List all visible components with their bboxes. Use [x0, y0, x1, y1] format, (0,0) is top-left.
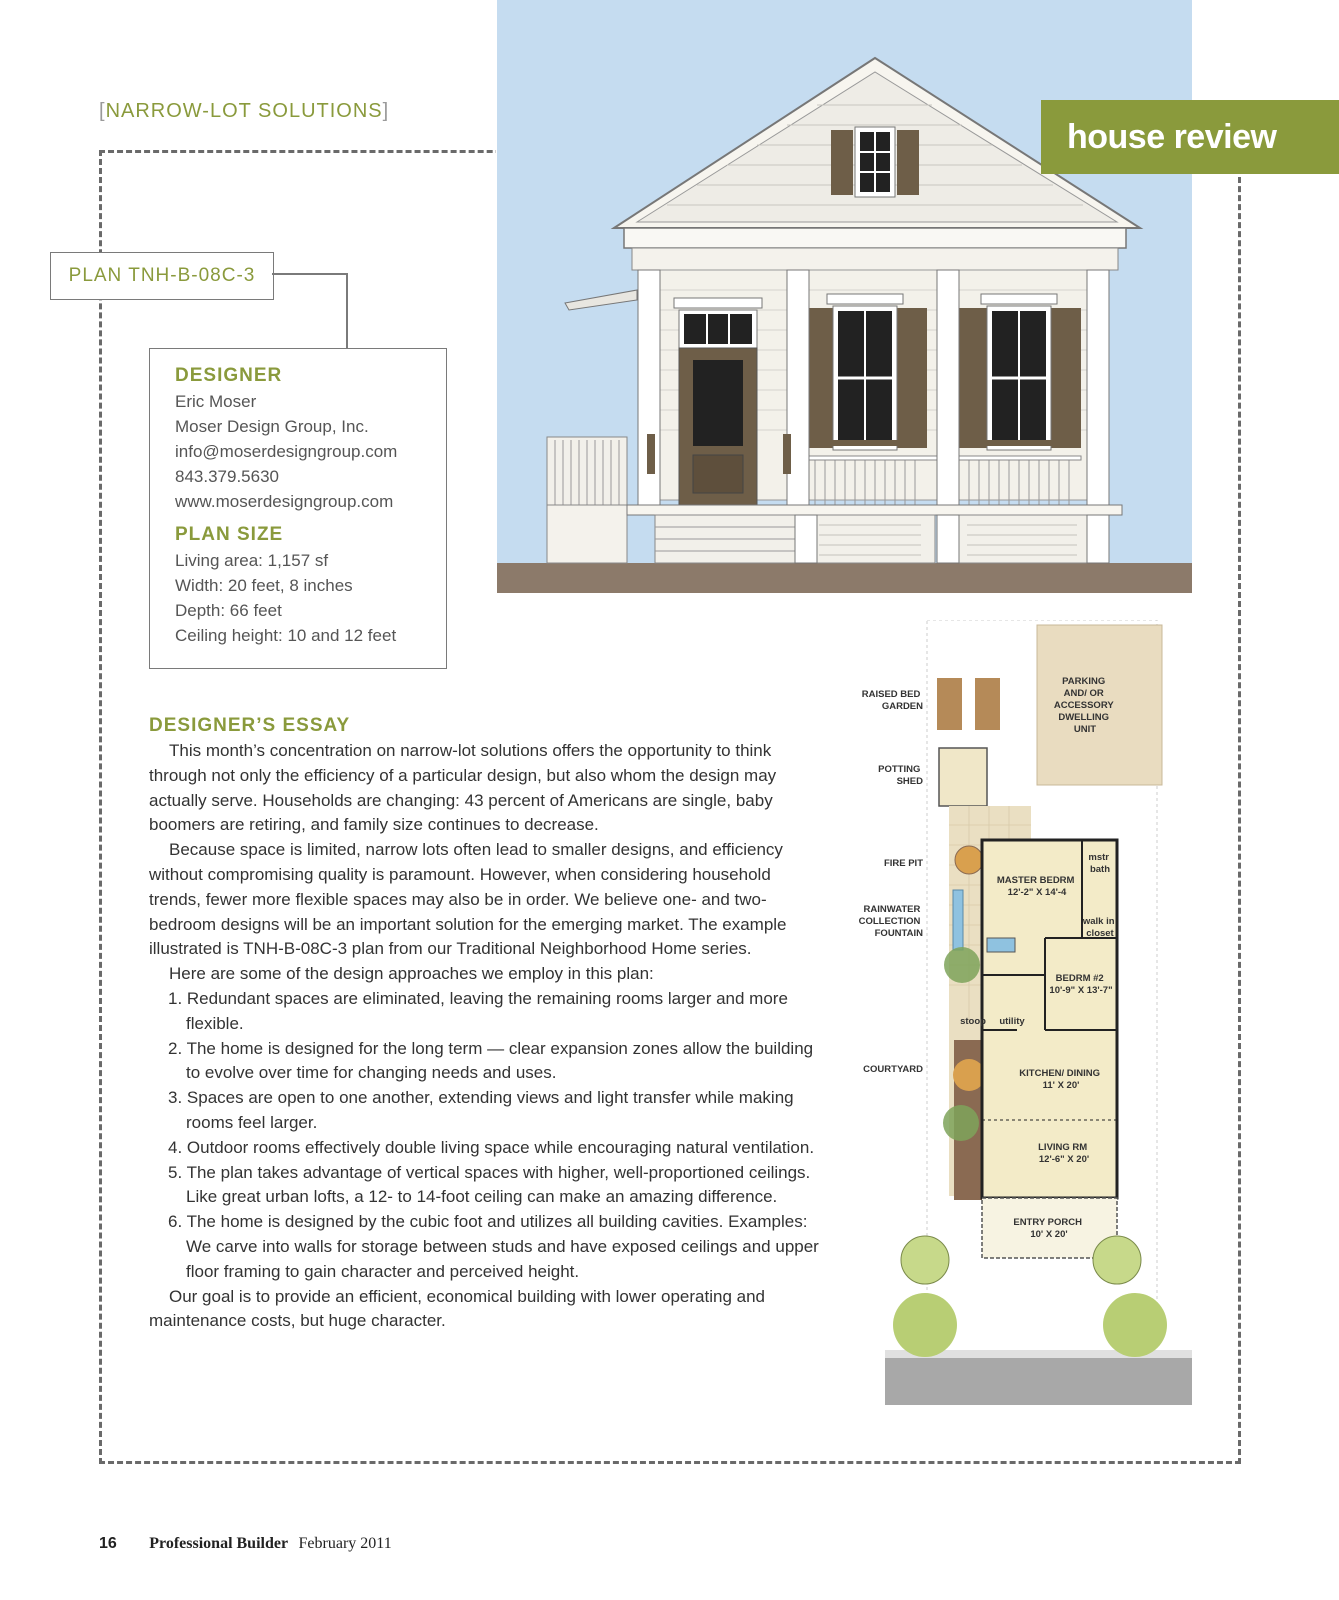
raised-bed: [937, 678, 962, 730]
designer-heading: DESIGNER: [175, 365, 283, 386]
master-bedroom-label: MASTER BEDRM 12'-2" X 14'-4: [996, 875, 1075, 898]
stoop-label: stoop: [960, 1016, 986, 1027]
essay-paragraph: This month’s concentration on narrow-lot solutions offers the opportunity to think through not only the efficiency of a particular design, but also whom the design may actually serve. Households are changing: 43 percent of Americans are single, baby boomers are retiring, and family size continues to decrease.: [149, 741, 777, 835]
list-item: 1. Redundant spaces are eliminated, leaving the remaining rooms larger and more flexible.: [168, 988, 788, 1033]
raised-bed: [975, 678, 1000, 730]
house-review-badge: house review: [1041, 100, 1339, 174]
raised-bed-label: RAISED BED GARDEN: [861, 689, 923, 712]
ground: [497, 563, 1192, 593]
list-item: 3. Spaces are open to one another, extending views and light transfer while making rooms feel larger.: [168, 1088, 794, 1132]
living-area: Living area: 1,157 sf: [175, 551, 329, 570]
window-2: [957, 294, 1081, 450]
street-tree: [901, 1236, 949, 1284]
plan-info-box: [149, 348, 447, 669]
gable-shutter-right: [897, 130, 919, 195]
living-room-label: LIVING RM 12'-6" X 20': [1038, 1142, 1090, 1165]
page-footer: [99, 1535, 392, 1553]
page-number: 16: [99, 1535, 117, 1552]
street-tree: [893, 1293, 957, 1357]
plan-id: PLAN TNH-B-08C-3: [68, 265, 256, 286]
gable-shutter-left: [831, 130, 853, 195]
essay-paragraph: Because space is limited, narrow lots often lead to smaller designs, and efficiency without compromising quality is paramount. However, when considering household trends, fewer more flexible spaces may also be in order. We believe one- and two-bedroom designs will be an important solution for the emerging market. The example illustrated is TNH-B-08C-3 plan from our Traditional Neighborhood Home series.: [149, 840, 787, 959]
connector-line: [272, 273, 348, 275]
street-tree: [1093, 1236, 1141, 1284]
bedroom-2-label: BEDRM #2 10'-9" X 13'-7": [1049, 973, 1113, 996]
ceiling-height: Ceiling height: 10 and 12 feet: [175, 626, 397, 645]
section-label-text: NARROW-LOT SOLUTIONS: [105, 100, 383, 122]
potting-shed-label: POTTING SHED: [878, 764, 923, 787]
street-tree: [1103, 1293, 1167, 1357]
plan-depth: Depth: 66 feet: [175, 601, 282, 620]
potting-shed: [939, 748, 987, 806]
list-item: 6. The home is designed by the cubic foot and utilizes all building cavities. Examples: We carve into walls for storage between studs and have exposed ceilings and upper floor framing to gain character and perceived height.: [168, 1212, 819, 1281]
essay-paragraph: Our goal is to provide an efficient, economical building with lower operating and maintenance costs, but huge character.: [149, 1286, 765, 1331]
plan-width: Width: 20 feet, 8 inches: [175, 576, 353, 595]
bathtub: [987, 938, 1015, 952]
kitchen-label: KITCHEN/ DINING 11' X 20': [1019, 1068, 1101, 1091]
utility-label: utility: [999, 1016, 1025, 1027]
palm-tree: [943, 1105, 979, 1141]
palm-tree: [944, 947, 980, 983]
list-item: 4. Outdoor rooms effectively double living space while encouraging natural ventilation.: [168, 1137, 815, 1157]
fire-pit-label: FIRE PIT: [883, 858, 923, 869]
rainwater-label: RAINWATER COLLECTION FOUNTAIN: [858, 904, 923, 939]
designer-company: Moser Design Group, Inc.: [175, 417, 369, 436]
column: [638, 270, 660, 512]
house-elevation-illustration: [497, 0, 1192, 593]
column: [787, 270, 809, 512]
courtyard-table: [953, 1059, 985, 1091]
master-bath-label: mstr bath: [1088, 852, 1111, 875]
designer-name: Eric Moser: [175, 392, 257, 411]
plan-id-box: [50, 252, 274, 300]
designer-phone: 843.379.5630: [175, 467, 279, 486]
connector-line: [346, 273, 348, 349]
street: [885, 1355, 1192, 1405]
fountain: [953, 890, 963, 950]
column: [1087, 270, 1109, 512]
designers-essay: [149, 715, 819, 1334]
issue-date: February 2011: [298, 1535, 392, 1552]
plan-size-heading: PLAN SIZE: [175, 524, 284, 545]
parking-label: PARKING AND/ OR ACCESSORY DWELLING UNIT: [1053, 676, 1114, 735]
courtyard-label: COURTYARD: [863, 1064, 923, 1075]
designer-website[interactable]: www.moserdesigngroup.com: [175, 492, 394, 511]
window-1: [803, 294, 927, 450]
designer-email[interactable]: info@moserdesigngroup.com: [175, 442, 398, 461]
list-item: 2. The home is designed for the long term — clear expansion zones allow the building to evolve over time for changing needs and uses.: [168, 1038, 814, 1083]
magazine-name: Professional Builder: [149, 1535, 289, 1552]
floor-plan-illustration: [857, 620, 1192, 1420]
essay-heading: DESIGNER’S ESSAY: [149, 715, 351, 736]
section-label: [NARROW-LOT SOLUTIONS]: [99, 100, 390, 122]
list-item: 5. The plan takes advantage of vertical spaces with higher, well-proportioned ceilings. Like great urban lofts, a 12- to 14-foot ceiling can make an amazing difference.: [168, 1162, 811, 1207]
fire-pit: [955, 846, 983, 874]
essay-list: [149, 987, 819, 1285]
essay-paragraph: Here are some of the design approaches we employ in this plan:: [169, 964, 654, 984]
column: [937, 270, 959, 512]
entry-porch-label: ENTRY PORCH 10' X 20': [1013, 1217, 1082, 1240]
walk-in-closet-label: walk in closet: [1082, 916, 1115, 939]
